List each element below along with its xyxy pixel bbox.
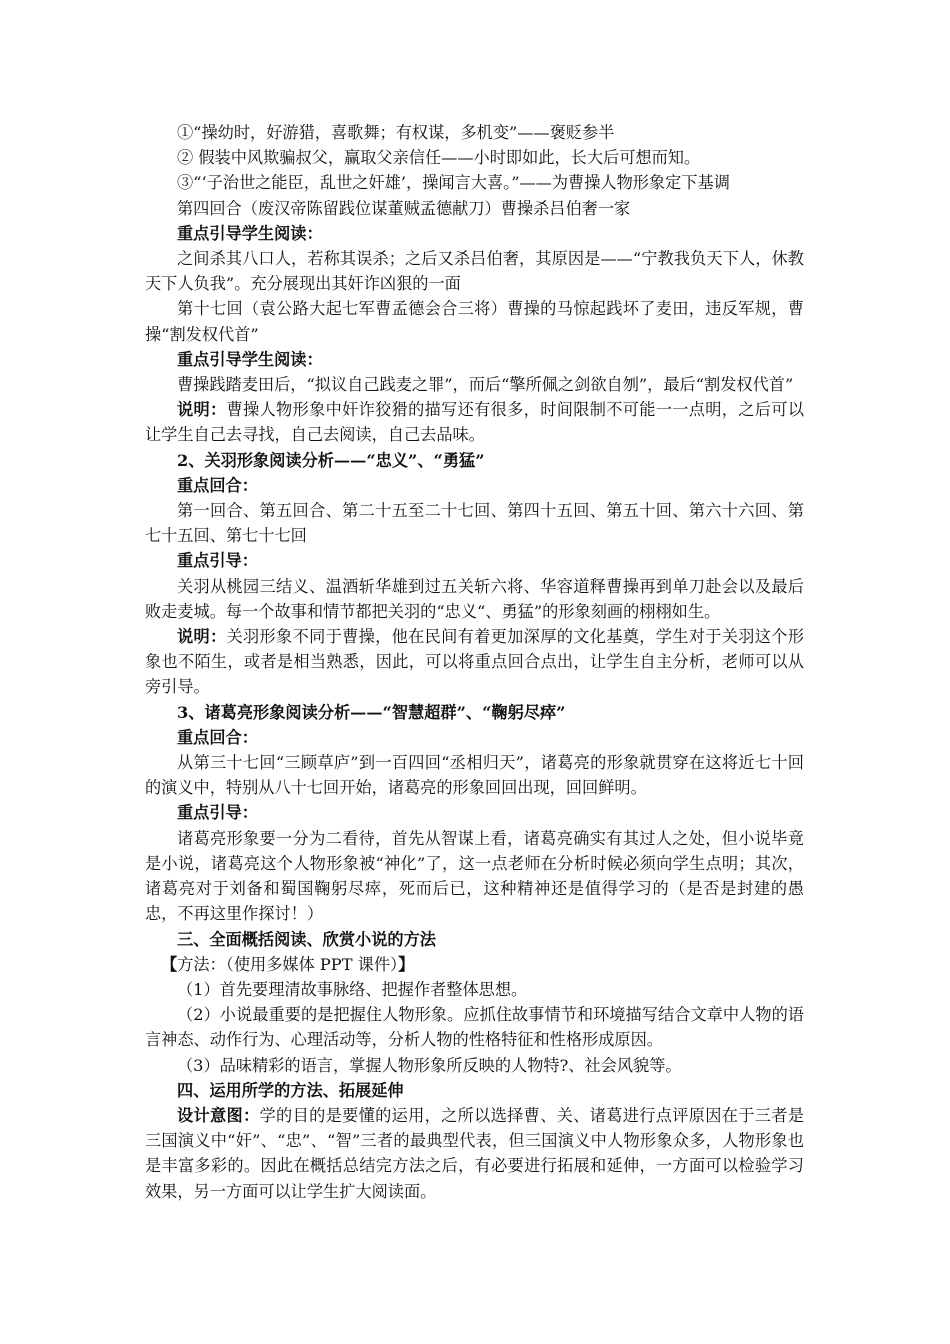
- section-heading: [145, 347, 804, 372]
- paragraph: [145, 170, 804, 195]
- section-heading: [145, 448, 804, 473]
- body-text: 曹操践踏麦田后，“拟议自己践麦之罪”，而后“擎所佩之剑欲自刎”，最后“割发权代首”: [177, 375, 794, 395]
- bold-text: 说明：: [177, 627, 227, 647]
- body-text: 第四回合（废汉帝陈留践位谋董贼孟德献刀）曹操杀吕伯奢一家: [177, 198, 631, 218]
- bold-text: 重点回合：: [177, 727, 258, 747]
- paragraph: [145, 498, 804, 548]
- bold-text: 【: [161, 954, 178, 974]
- bold-text: 重点引导学生阅读：: [177, 223, 323, 243]
- body-text: 诸葛亮形象要一分为二看待，首先从智谋上看，诸葛亮确实有其过人之处，但小说毕竟是小说，诸葛亮这个人物形象被“神化”了，这一点老师在分析时候必须向学生点明；其次，诸葛亮对于刘备和蜀国鞠躬尽瘁，死而后已，这种精神还是值得学习的（是否是封建的愚忠，不再这里作探讨！）: [145, 828, 804, 924]
- paragraph: [145, 1053, 804, 1078]
- bold-text: 重点引导：: [177, 803, 258, 823]
- bold-text: 三、全面概括阅读、欣赏小说的方法: [177, 929, 436, 949]
- paragraph: [145, 826, 804, 927]
- body-text: ③“‘子治世之能臣，乱世之奸雄’，操闻言大喜。”——为曹操人物形象定下基调: [177, 173, 730, 193]
- paragraph: [145, 750, 804, 800]
- bold-text: 重点引导学生阅读：: [177, 349, 323, 369]
- bold-text: 四、运用所学的方法、拓展延伸: [177, 1080, 404, 1100]
- section-heading: [145, 800, 804, 825]
- body-text: 关羽形象不同于曹操，他在民间有着更加深厚的文化基奠，学生对于关羽这个形象也不陌生，或者是相当熟悉，因此，可以将重点回合点出，让学生自主分析，老师可以从旁引导。: [145, 627, 805, 697]
- body-text: ② 假装中风欺骗叔父，赢取父亲信任——小时即如此，长大后可想而知。: [177, 148, 701, 168]
- body-text: （3）品味精彩的语言，掌握人物形象所反映的人物特?、社会风貌等。: [177, 1055, 682, 1075]
- bold-text: 设计意图：: [177, 1105, 260, 1125]
- paragraph: [145, 397, 804, 447]
- paragraph: [145, 977, 804, 1002]
- paragraph: [145, 1002, 804, 1052]
- body-text: 第十七回（袁公路大起七军曹孟德会合三将）曹操的马惊起践坏了麦田，违反军规，曹操“割发权代首”: [145, 299, 804, 344]
- bold-text: 3、诸葛亮形象阅读分析——“智慧超群”、“鞠躬尽瘁”: [177, 702, 566, 722]
- paragraph: [145, 145, 804, 170]
- paragraph: [145, 952, 804, 977]
- body-text: 关羽从桃园三结义、温酒斩华雄到过五关斩六将、华容道释曹操再到单刀赴会以及最后败走麦城。每一个故事和情节都把关羽的“忠义“、勇猛”的形象刻画的栩栩如生。: [145, 576, 804, 621]
- body-text: 学的目的是要懂的运用，之所以选择曹、关、诸葛进行点评原因在于三者是三国演义中“奸”、“忠”、“智”三者的最典型代表，但三国演义中人物形象众多，人物形象也是丰富多彩的。因此在概括总结完方法之后，有必要进行拓展和延伸，一方面可以检验学习效果，另一方面可以让学生扩大阅读面。: [145, 1105, 805, 1201]
- section-heading: [145, 548, 804, 573]
- section-heading: [145, 927, 804, 952]
- paragraph: [145, 120, 804, 145]
- bold-text: 重点引导：: [177, 551, 258, 571]
- section-heading: [145, 725, 804, 750]
- bold-text: 】: [398, 954, 415, 974]
- bold-text: 说明：: [177, 400, 227, 420]
- body-text: 方法：（使用多媒体 PPT 课件）: [177, 954, 399, 974]
- body-text: 从第三十七回“三顾草庐”到一百四回“丞相归天”，诸葛亮的形象就贯穿在这将近七十回的演义中，特别从八十七回开始，诸葛亮的形象回回出现，回回鲜明。: [145, 753, 804, 798]
- paragraph: [145, 574, 804, 624]
- section-heading: [145, 221, 804, 246]
- body-text: ①“操幼时，好游猎，喜歌舞；有权谋，多机变”——褒贬参半: [177, 123, 615, 142]
- bold-text: 2、关羽形象阅读分析——“忠义”、“勇猛”: [177, 450, 485, 470]
- body-text: 之间杀其八口人，若称其误杀；之后又杀吕伯奢，其原因是——“宁教我负天下人，休教天下人负我”。充分展现出其奸诈凶狠的一面: [145, 249, 804, 294]
- bold-text: 重点回合：: [177, 475, 258, 495]
- paragraph: [145, 196, 804, 221]
- body-text: （1）首先要理清故事脉络、把握作者整体思想。: [177, 979, 528, 999]
- section-heading: [145, 700, 804, 725]
- paragraph: [145, 372, 804, 397]
- paragraph: [145, 624, 804, 700]
- paragraph: [145, 296, 804, 346]
- paragraph: [145, 246, 804, 296]
- section-heading: [145, 1078, 804, 1103]
- paragraph: [145, 1103, 804, 1204]
- section-heading: [145, 473, 804, 498]
- body-text: 曹操人物形象中奸诈狡猾的描写还有很多，时间限制不可能一一点明，之后可以让学生自己去寻找，自己去阅读，自己去品味。: [145, 400, 805, 445]
- body-text: （2）小说最重要的是把握住人物形象。应抓住故事情节和环境描写结合文章中人物的语言神态、动作行为、心理活动等，分析人物的性格特征和性格形成原因。: [145, 1005, 804, 1050]
- body-text: 第一回合、第五回合、第二十五至二十七回、第四十五回、第五十回、第六十六回、第七十五回、第七十七回: [145, 501, 804, 546]
